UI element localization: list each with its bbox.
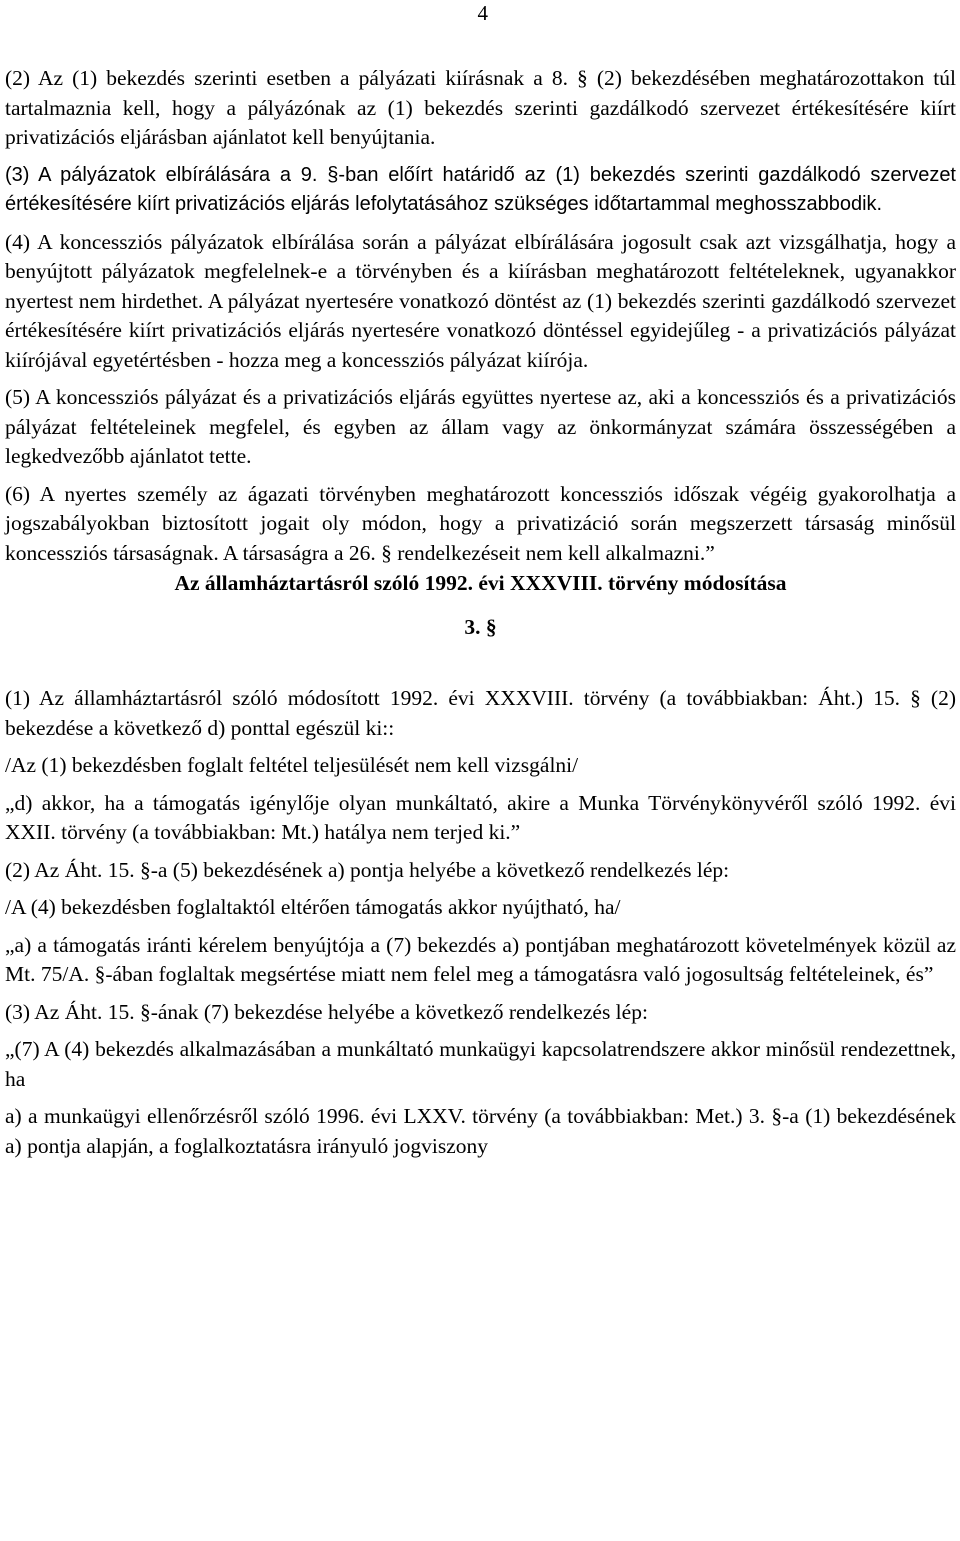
paragraph-6: (6) A nyertes személy az ágazati törvényben meghatározott koncessziós időszak végéig gyakorolhatja a jogszabályokban biztosított jogait oly módon, hogy a privatizáció során megszerzett társaság minősül koncessziós társaságnak. A társaságra a 26. § rendelkezéseit nem kell alkalmazni.” [5,481,956,565]
amendment-1: (1) Az államháztartásról szóló módosított 1992. évi XXXVIII. törvény (a továbbiakban: Áht.) 15. § (2) bekezdése a következő d) ponttal egészül ki:: [5,686,956,740]
page-number: 4 [477,1,488,25]
section-heading: Az államháztartásról szóló 1992. évi XXXVIII. törvény módosítása [174,571,787,595]
paragraph-5: (5) A koncessziós pályázat és a privatizációs eljárás együttes nyertese az, aki a koncessziós és a privatizációs pályázat feltételeinek megfelel, és egyben az állam vagy az önkormányzat számára összességében a legkedvezőbb ajánlatot tette. [5,385,956,468]
amendment-3-text: „(7) A (4) bekezdés alkalmazásában a munkáltató munkaügyi kapcsolatrendszere akkor minősül rendezettnek, ha [5,1037,956,1091]
amendment-1-context: /Az (1) bekezdésben foglalt feltétel teljesülését nem kell vizsgálni/ [5,753,579,777]
amendment-3: (3) Az Áht. 15. §-ának (7) bekezdése helyébe a következő rendelkezés lép: [5,999,648,1024]
paragraph-3: (3) A pályázatok elbírálására a 9. §-ban előírt határidő az (1) bekezdés szerinti gazdálkodó szervezet értékesítésére kiírt privatizációs eljárás lefolytatásához szükséges időtartammal meghosszabbodik. [5,163,956,215]
paragraph-2: (2) Az (1) bekezdés szerinti esetben a pályázati kiírásnak a 8. § (2) bekezdésében meghatározottakon túl tartalmaznia kell, hogy a pályázónak az (1) bekezdés szerinti gazdálkodó szervezet értékesítésére kiírt privatizációs eljárásban ajánlatot kell benyújtania. [5,66,956,149]
section-number: 3. § [464,615,497,639]
amendment-1-text: „d) akkor, ha a támogatás igénylője olyan munkáltató, akire a Munka Törvénykönyvéről szóló 1992. évi XXII. törvény (a továbbiakban: Mt.) hatálya nem terjed ki.” [5,790,956,844]
amendment-2: (2) Az Áht. 15. §-a (5) bekezdésének a) pontja helyébe a következő rendelkezés lép: [5,857,730,882]
amendment-2-context: /A (4) bekezdésben foglaltaktól eltérően támogatás akkor nyújtható, ha/ [5,895,621,919]
amendment-2-text: „a) a támogatás iránti kérelem benyújtója a (7) bekezdés a) pontjában meghatározott követelmények közül az Mt. 75/A. §-ában foglaltak megsértése miatt nem felel meg a támogatásra való jogosultság feltételeinek, és” [5,932,956,986]
document-body [5,64,956,1161]
paragraph-4: (4) A koncessziós pályázatok elbírálása során a pályázat elbírálására jogosult csak azt vizsgálhatja, hogy a benyújtott pályázatok megfelelnek-e a törvényben és a kiírásban meghatározott feltételeknek, ugyanakkor nyertest nem hirdethet. A pályázat nyertesére vonatkozó döntést az (1) bekezdés szerinti gazdálkodó szervezet értékesítésére kiírt privatizációs eljárás nyertesére vonatkozó döntéssel egyidejűleg - a privatizációs pályázat kiírójával egyetértésben - hozza meg a koncessziós pályázat kiírója. [5,229,956,372]
amendment-3-item-a: a) a munkaügyi ellenőrzésről szóló 1996. évi LXXV. törvény (a továbbiakban: Met.) 3. §-a (1) bekezdésének a) pontja alapján, a foglalkoztatásra irányuló jogviszony [5,1104,956,1158]
